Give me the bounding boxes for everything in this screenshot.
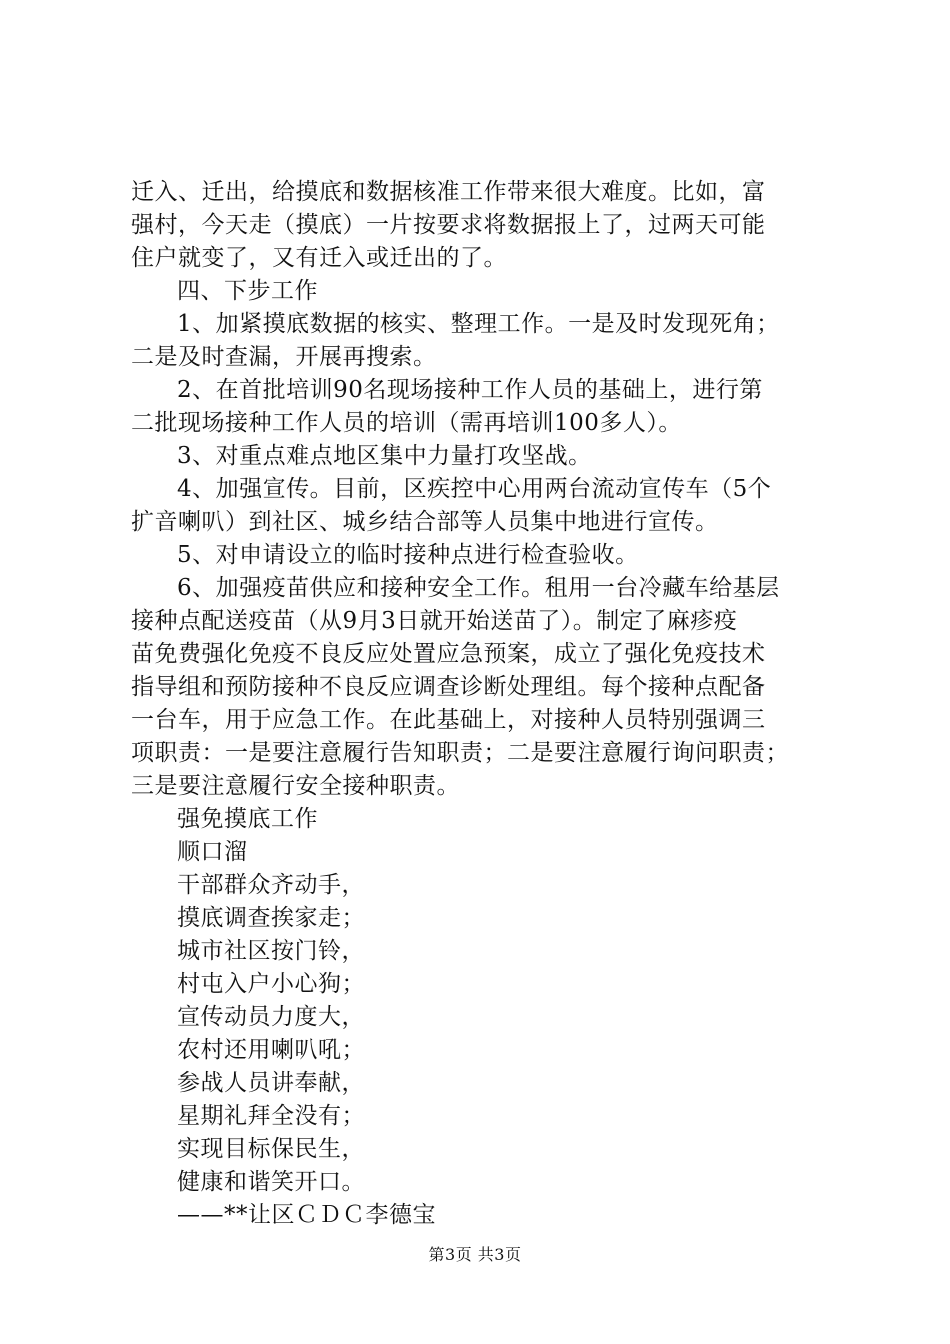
page-number-footer: 第3页 共3页 — [428, 1245, 522, 1264]
text-line: 苗免费强化免疫不良反应处置应急预案，成立了强化免疫技术 — [131, 641, 766, 667]
text-line: 指导组和预防接种不良反应调查诊断处理组。每个接种点配备 — [131, 674, 766, 700]
section-heading: 四、下步工作 — [177, 278, 318, 304]
text-line: 2、在首批培训90名现场接种工作人员的基础上，进行第 — [177, 377, 763, 403]
poem-line: 摸底调查挨家走； — [177, 905, 365, 931]
text-line: 住户就变了，又有迁入或迁出的了。 — [131, 245, 507, 271]
poem-line: 星期礼拜全没有； — [177, 1103, 365, 1129]
poem-line: 村屯入户小心狗； — [177, 971, 365, 997]
poem-line: 宣传动员力度大， — [177, 1004, 365, 1030]
text-line: 1、加紧摸底数据的核实、整理工作。一是及时发现死角； — [177, 311, 780, 337]
poem-line: 城市社区按门铃， — [177, 938, 365, 964]
text-line: 二批现场接种工作人员的培训（需再培训100多人）。 — [131, 410, 682, 436]
text-line: 5、对申请设立的临时接种点进行检查验收。 — [177, 542, 639, 568]
text-line: 三是要注意履行安全接种职责。 — [131, 773, 460, 799]
text-line: 项职责：一是要注意履行告知职责；二是要注意履行询问职责； — [131, 740, 789, 766]
document-body — [131, 176, 831, 1232]
text-line: 3、对重点难点地区集中力量打攻坚战。 — [177, 443, 592, 469]
text-line: 接种点配送疫苗（从9月3日就开始送苗了）。制定了麻疹疫 — [131, 608, 738, 634]
text-line: 扩音喇叭）到社区、城乡结合部等人员集中地进行宣传。 — [131, 509, 719, 535]
text-line: 6、加强疫苗供应和接种安全工作。租用一台冷藏车给基层 — [177, 575, 780, 601]
text-line: 4、加强宣传。目前，区疾控中心用两台流动宣传车（5个 — [177, 476, 772, 502]
poem-subtitle: 顺口溜 — [177, 839, 248, 865]
poem-line: 实现目标保民生， — [177, 1136, 365, 1162]
text-line: 强村，今天走（摸底）一片按要求将数据报上了，过两天可能 — [131, 212, 766, 238]
poem-line: 农村还用喇叭吼； — [177, 1037, 365, 1063]
poem-line: 参战人员讲奉献， — [177, 1070, 365, 1096]
poem-author: ——**让区ＣＤＣ李德宝 — [177, 1202, 436, 1228]
poem-line: 健康和谐笑开口。 — [177, 1169, 365, 1195]
poem-title: 强免摸底工作 — [177, 806, 318, 832]
text-line: 一台车，用于应急工作。在此基础上，对接种人员特别强调三 — [131, 707, 766, 733]
text-line: 二是及时查漏，开展再搜索。 — [131, 344, 437, 370]
poem-line: 干部群众齐动手， — [177, 872, 365, 898]
text-line: 迁入、迁出，给摸底和数据核准工作带来很大难度。比如，富 — [131, 179, 766, 205]
